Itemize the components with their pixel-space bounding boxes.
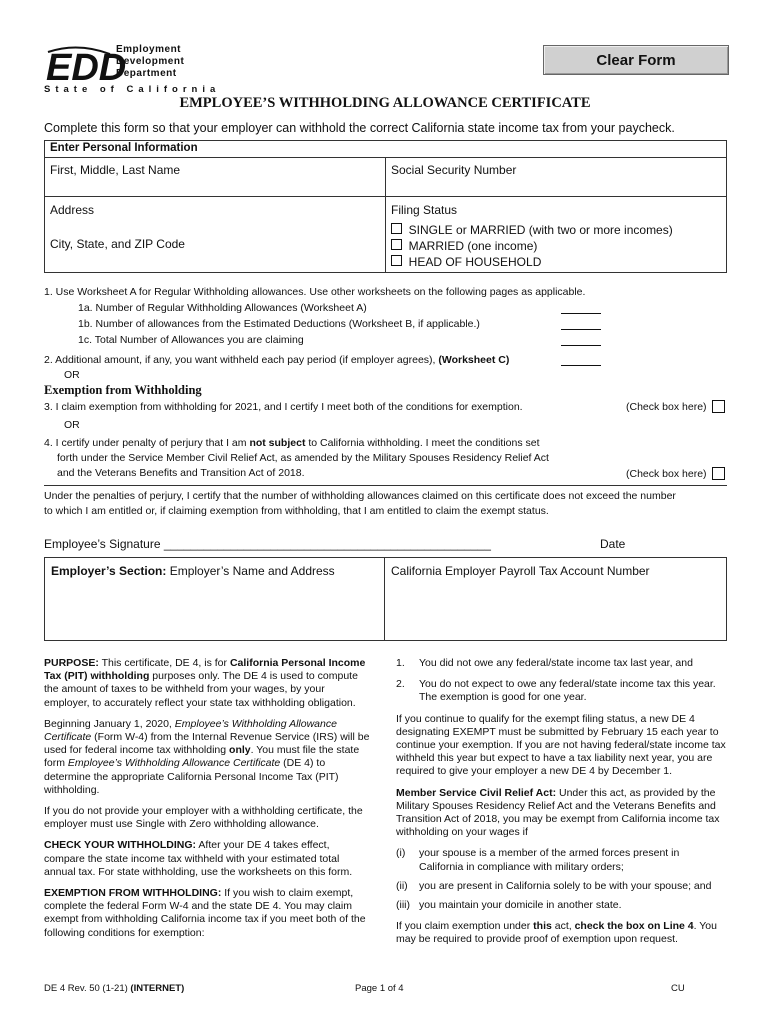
condition-2: 2. You do not expect to owe any federal/state income tax this year. The exemption is good for one year. <box>396 678 716 704</box>
personal-info-title: Enter Personal Information <box>50 142 198 154</box>
instructions-left-column <box>44 657 370 948</box>
line-4-text: 4. I certify under penalty of perjury that I am not subject to California withholding. I meet the conditions set forth under the Service Member Civil Relief Act, as amended by the Military Spouses Residency Relief Act and the Veterans Benefits and Transition Act of 2018. <box>44 437 549 479</box>
beginning-paragraph: Beginning January 1, 2020, Employee’s Withholding Allowance Certificate (Form W-4) from the Internal Revenue Service (IRS) will be used for federal income tax withholding only. You must file the state form Employee’s Withholding Allowance Certificate (DE 4) to determine the appropriate California Personal Income Tax (PIT) withholding. <box>44 717 370 796</box>
city-state-zip-field[interactable]: City, State, and ZIP Code <box>50 237 185 251</box>
line-1b-input[interactable] <box>561 320 601 330</box>
date-field[interactable]: Date <box>600 537 626 551</box>
line-3-text: 3. I claim exemption from withholding for 2021, and I certify I meet both of the conditions for exemption. <box>44 401 523 413</box>
msc-condition-2: (ii) you are present in California solely to be with your spouse; and <box>396 879 712 892</box>
line-1c-input[interactable] <box>561 336 601 346</box>
checkbox[interactable] <box>391 239 402 250</box>
employer-name-address-field[interactable]: Employer’s Section: Employer’s Name and Address <box>51 564 335 578</box>
claim-exemption-paragraph: If you claim exemption under this act, check the box on Line 4. You may be required to provide proof of exemption upon request. <box>396 920 717 946</box>
logo-department-name: Employment Development Department <box>116 44 185 79</box>
ssn-field[interactable]: Social Security Number <box>391 163 517 177</box>
check-withholding-paragraph: CHECK YOUR WITHHOLDING: After your DE 4 takes effect, compare the state income tax withheld with your estimated total annual tax. For state withholding, use the worksheets on this form. <box>44 839 353 878</box>
line-3-check-label: (Check box here) <box>626 401 707 413</box>
page-number: Page 1 of 4 <box>355 983 404 994</box>
line-1a-text: 1a. Number of Regular Withholding Allowances (Worksheet A) <box>78 302 367 314</box>
continue-paragraph: If you continue to qualify for the exempt filing status, a new DE 4 designating EXEMPT must be submitted by February 15 each year to continue your exemption. If you are not having federal/state income tax withheld this year but expect to have a tax liability next year, you are required to give your employer a new DE 4 by December 1. <box>396 712 726 778</box>
checkbox[interactable] <box>391 255 402 266</box>
footer-code: CU <box>671 983 685 994</box>
no-certificate-paragraph: If you do not provide your employer with a withholding certificate, the employer must use Single with Zero withholding allowance. <box>44 805 363 831</box>
line-2-input[interactable] <box>561 356 601 366</box>
msc-condition-3: (iii) you maintain your domicile in another state. <box>396 899 622 912</box>
filing-option-married[interactable]: MARRIED (one income) <box>391 239 537 253</box>
or-divider: OR <box>64 369 80 381</box>
employer-account-number-field[interactable]: California Employer Payroll Tax Account Number <box>391 564 650 578</box>
name-field[interactable]: First, Middle, Last Name <box>50 163 181 177</box>
instructions-right-column <box>396 657 726 955</box>
logo-state-line: State of California <box>44 84 221 95</box>
msc-paragraph: Member Service Civil Relief Act: Under this act, as provided by the Military Spouses Residency Relief Act and the Veterans Benefits and Transition Act of 2018, you may be exempt from California income tax withholding on your wages if <box>396 786 720 839</box>
perjury-statement: Under the penalties of perjury, I certify that the number of withholding allowances claimed on this certificate does not exceed the number to which I am entitled or, if claiming exemption from withholding, that I am entitled to claim the exempt status. <box>44 490 676 517</box>
exemption-paragraph: EXEMPTION FROM WITHHOLDING: If you wish to claim exempt, complete the federal Form W-4 and the state DE 4. You may claim exempt from withholding California income tax if you meet both of the following conditions for exemption: <box>44 887 366 939</box>
employer-section <box>44 557 727 641</box>
edd-logo <box>44 44 127 89</box>
checkbox[interactable] <box>391 223 402 234</box>
filing-option-head-of-household[interactable]: HEAD OF HOUSEHOLD <box>391 255 541 269</box>
msc-condition-1: (i) your spouse is a member of the armed forces present in California in compliance with military orders; <box>396 847 680 873</box>
form-title: EMPLOYEE’S WITHHOLDING ALLOWANCE CERTIFICATE <box>179 95 591 111</box>
line-1b-text: 1b. Number of allowances from the Estimated Deductions (Worksheet B, if applicable.) <box>78 318 480 330</box>
line-1a-input[interactable] <box>561 304 601 314</box>
filing-status-label: Filing Status <box>391 203 458 217</box>
line-4-checkbox[interactable] <box>712 467 725 480</box>
line-4-check-label: (Check box here) <box>626 468 707 480</box>
line-1-text: 1. Use Worksheet A for Regular Withholding allowances. Use other worksheets on the following pages as applicable. <box>44 286 586 298</box>
form-revision-id: DE 4 Rev. 50 (1-21) (INTERNET) <box>44 983 185 994</box>
exemption-title: Exemption from Withholding <box>44 383 202 397</box>
intro-text: Complete this form so that your employer can withhold the correct California state income tax from your paycheck. <box>44 121 675 135</box>
employee-signature-field[interactable]: Employee’s Signature _________________________________________________ <box>44 537 491 551</box>
line-1c-text: 1c. Total Number of Allowances you are claiming <box>78 334 304 346</box>
personal-info-section <box>44 140 727 273</box>
line-2-text: 2. Additional amount, if any, you want withheld each pay period (if employer agrees), (Worksheet C) <box>44 354 510 366</box>
filing-option-single[interactable]: SINGLE or MARRIED (with two or more incomes) <box>391 223 673 237</box>
clear-form-button[interactable]: Clear Form <box>543 45 729 75</box>
svg-text:EDD: EDD <box>46 47 127 89</box>
condition-1: 1. You did not owe any federal/state income tax last year, and <box>396 657 693 669</box>
purpose-paragraph: PURPOSE: This certificate, DE 4, is for California Personal Income Tax (PIT) withholding purposes only. The DE 4 is used to compute the amount of taxes to be withheld from your wages, by your employer, to accurately reflect your state tax withholding obligation. <box>44 657 366 709</box>
or-divider: OR <box>64 419 80 431</box>
address-field[interactable]: Address <box>50 203 95 217</box>
line-3-checkbox[interactable] <box>712 400 725 413</box>
